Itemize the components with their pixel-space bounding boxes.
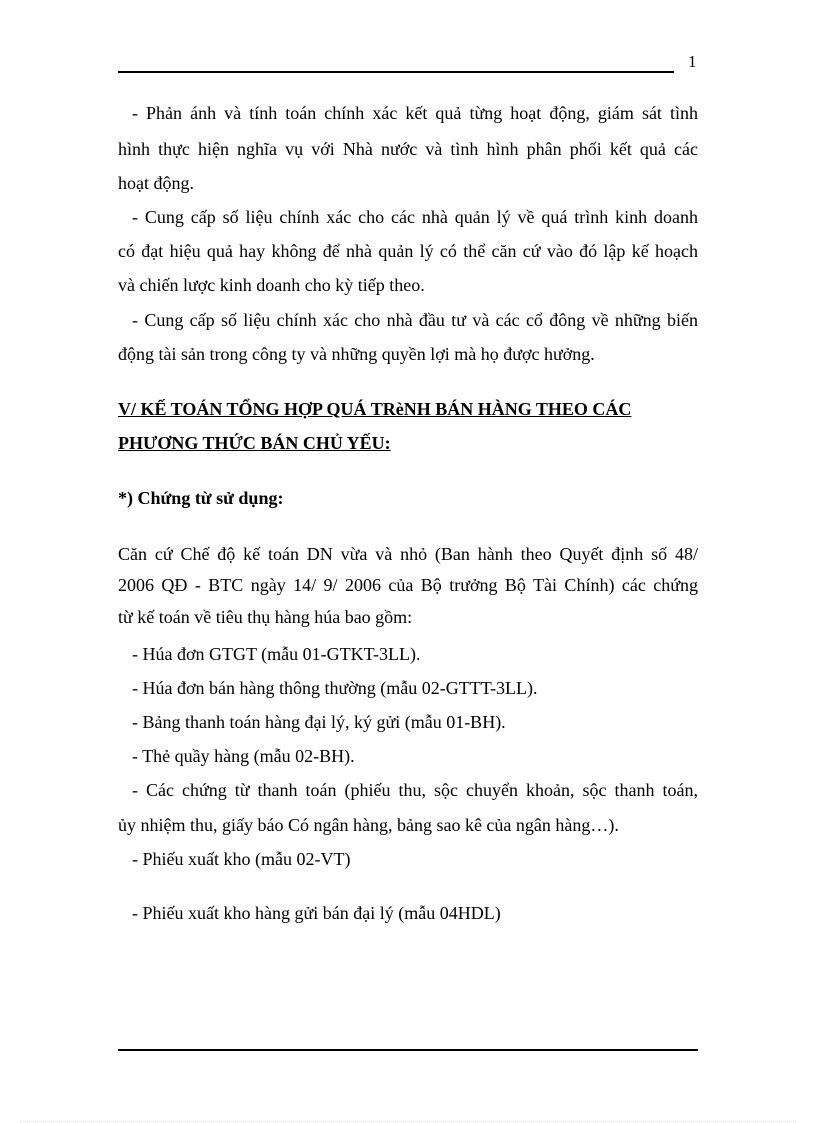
list-item-1: - Húa đơn GTGT (mẫu 01-GTKT-3LL).	[132, 644, 421, 664]
para1-line2: hình thực hiện nghĩa vụ với Nhà nước và tình hình phân phối kết quả các	[118, 139, 698, 159]
page-number: 1	[688, 52, 697, 71]
footer-rule	[118, 1049, 698, 1051]
list-item-7: - Phiếu xuất kho hàng gửi bán đại lý (mẫu 04HDL)	[132, 903, 501, 923]
para2-line3: và chiến lược kinh doanh cho kỳ tiếp theo.	[118, 275, 425, 295]
header-rule	[118, 71, 674, 73]
subheading-chung-tu: *) Chứng từ sử dụng:	[118, 488, 284, 508]
para3-line2: động tài sản trong công ty và những quyền lợi mà họ được hưởng.	[118, 344, 595, 364]
list-item-4: - Thẻ quầy hàng (mẫu 02-BH).	[132, 746, 355, 766]
para2-line2: có đạt hiệu quả hay không để nhà quản lý có thể căn cứ vào đó lập kế hoạch	[118, 241, 698, 261]
page-edge	[20, 1121, 796, 1122]
para2-line1: - Cung cấp số liệu chính xác cho các nhà quản lý về quá trình kinh doanh	[132, 207, 698, 227]
section-heading-line2: PHƯƠNG THỨC BÁN CHỦ YẾU:	[118, 433, 391, 453]
para4-line3: từ kế toán về tiêu thụ hàng húa bao gồm:	[118, 607, 413, 627]
para3-line1: - Cung cấp số liệu chính xác cho nhà đầu tư và các cổ đông về những biến	[132, 310, 698, 330]
para1-line3: hoạt động.	[118, 173, 194, 193]
section-heading-line1: V/ KẾ TOÁN TỔNG HỢP QUÁ TRèNH BÁN HÀNG THEO CÁC	[118, 399, 632, 419]
list-item-6: - Phiếu xuất kho (mẫu 02-VT)	[132, 849, 351, 869]
para4-line2: 2006 QĐ - BTC ngày 14/ 9/ 2006 của Bộ trưởng Bộ Tài Chính) các chứng	[118, 575, 698, 595]
para4-line1: Căn cứ Chế độ kế toán DN vừa và nhỏ (Ban hành theo Quyết định số 48/	[118, 544, 698, 564]
list-item-2: - Húa đơn bán hàng thông thường (mẫu 02-GTTT-3LL).	[132, 678, 538, 698]
list-item-3: - Bảng thanh toán hàng đại lý, ký gửi (mẫu 01-BH).	[132, 712, 506, 732]
list-item-5-line2: ủy nhiệm thu, giấy báo Có ngân hàng, bảng sao kê của ngân hàng…).	[118, 815, 619, 835]
para1-line1: - Phản ánh và tính toán chính xác kết quả từng hoạt động, giám sát tình	[132, 103, 698, 123]
list-item-5-line1: - Các chứng từ thanh toán (phiếu thu, sộc chuyển khoản, sộc thanh toán,	[132, 780, 698, 800]
